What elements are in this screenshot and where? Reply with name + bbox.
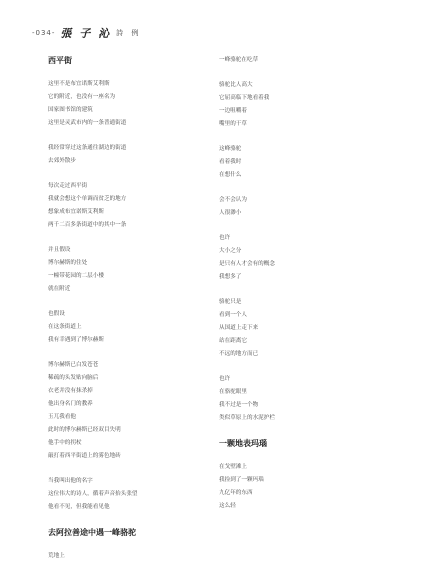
poem-line: 站在距离它 bbox=[219, 338, 247, 344]
stanza bbox=[219, 461, 389, 513]
stanza bbox=[48, 142, 218, 168]
poem-line: 会不会认为 bbox=[219, 197, 247, 203]
poem-line: 当我叫出他的名字 bbox=[48, 478, 93, 484]
page-header bbox=[32, 26, 141, 40]
author-name: 張 子 沁 bbox=[60, 27, 112, 40]
stanza bbox=[219, 54, 389, 67]
poem-title: 西平街 bbox=[48, 55, 72, 65]
poem-line: 九亿年的东西 bbox=[219, 490, 253, 496]
stanza bbox=[219, 296, 389, 361]
poem-line: 就在附近 bbox=[48, 286, 71, 292]
poem-line: 骆驼只是 bbox=[219, 299, 242, 305]
poem-line: 我捡到了一颗玛瑙 bbox=[219, 477, 264, 483]
poem-line: 我不过是一个物 bbox=[219, 402, 259, 408]
poem-line: 大小之分 bbox=[219, 248, 242, 254]
poem-line: 类似草原上的水泥护栏 bbox=[219, 415, 275, 421]
poem-line: 人很渺小 bbox=[219, 210, 242, 216]
poem-line: 此时的博尔赫斯已经双目失明 bbox=[48, 427, 121, 433]
poem-line: 它的附近，也没有一座名为 bbox=[48, 94, 116, 100]
stanza bbox=[219, 373, 389, 425]
stanza bbox=[48, 359, 218, 463]
stanza bbox=[48, 475, 218, 514]
poem-line: 两千二百多条街道中的其中一条 bbox=[48, 222, 127, 228]
poem-line: 这里不是布宜诺斯艾利斯 bbox=[48, 81, 110, 87]
poem-line: 敲打着西平街道上的雾色地砖 bbox=[48, 453, 121, 459]
poem-line: 我想多了 bbox=[219, 274, 242, 280]
stanza bbox=[219, 232, 389, 284]
poem-line: 衣老并没有抹杀掉 bbox=[48, 388, 93, 394]
stanza bbox=[48, 308, 218, 347]
poem-line: 这位伟大的诗人，循着声音抬头张望 bbox=[48, 491, 138, 497]
page-number: -034- bbox=[32, 29, 56, 37]
poem-line: 博尔赫斯的住处 bbox=[48, 260, 88, 266]
poem-line: 我有幸遇到了博尔赫斯 bbox=[48, 337, 104, 343]
poem-line: 每次走过西平街 bbox=[48, 183, 88, 189]
poem-title-2: 去阿拉善途中遇一峰骆驼 bbox=[48, 527, 136, 537]
book-title: 詩 例 bbox=[116, 29, 142, 37]
poem-line: 看着我时 bbox=[219, 159, 242, 165]
poem-line: 我经常穿过这条通往湖边的街道 bbox=[48, 145, 127, 151]
poem-line: 在这条街道上 bbox=[48, 324, 82, 330]
right-column bbox=[219, 54, 389, 525]
stanza bbox=[48, 550, 218, 563]
stanza bbox=[219, 194, 389, 220]
poem-line: 想象成布宜诺斯艾利斯 bbox=[48, 209, 104, 215]
poem-line: 嘴里的干草 bbox=[219, 121, 247, 127]
poem-line: 荒地上 bbox=[48, 553, 65, 559]
poem-line: 也许 bbox=[219, 235, 231, 241]
poem-line: 这峰骆驼 bbox=[219, 146, 242, 152]
poem-line: 他出身名门的教养 bbox=[48, 401, 93, 407]
poem-line: 一幢带花园的二层小楼 bbox=[48, 273, 104, 279]
poem-line: 在骆驼眼里 bbox=[219, 389, 247, 395]
poem-line: 不远的地方而已 bbox=[219, 351, 259, 357]
poem-line: 它屈高临下地看着我 bbox=[219, 95, 270, 101]
poem-line: 在想什么 bbox=[219, 172, 242, 178]
poem-line: 玉兀我看他 bbox=[48, 414, 76, 420]
poem-line: 在戈壁滩上 bbox=[219, 464, 247, 470]
poem-line: 看到一个人 bbox=[219, 312, 247, 318]
poem-line: 博尔赫斯已白发苍苍 bbox=[48, 362, 99, 368]
poem-line: 去郊外散步 bbox=[48, 158, 76, 164]
poem-line: 这么轻 bbox=[219, 503, 236, 509]
poem-title-right: 一颗地表玛瑙 bbox=[219, 438, 267, 448]
poem-line: 骆驼比人高大 bbox=[219, 82, 253, 88]
poem-line: 一边咀嚼着 bbox=[219, 108, 247, 114]
poem-line: 从国道上走下来 bbox=[219, 325, 259, 331]
poem-line: 一峰骆驼在吃草 bbox=[219, 57, 259, 63]
poem-line: 稀疏的头发贴向脑后 bbox=[48, 375, 99, 381]
poem-line: 也许 bbox=[219, 376, 231, 382]
left-column bbox=[48, 54, 218, 575]
poem-line: 也假设 bbox=[48, 311, 65, 317]
poem-line: 并且假设 bbox=[48, 247, 71, 253]
stanza bbox=[219, 79, 389, 131]
poem-line: 这里是灵武市内的一条普通街道 bbox=[48, 120, 127, 126]
stanza bbox=[48, 180, 218, 232]
stanza bbox=[48, 78, 218, 130]
poem-line: 国家图书馆的建筑 bbox=[48, 107, 93, 113]
poem-line: 他看不见，但我能看见他 bbox=[48, 504, 110, 510]
poem-line: 我就会想这个单调而贫乏的地方 bbox=[48, 196, 127, 202]
stanza bbox=[48, 244, 218, 296]
stanza bbox=[219, 143, 389, 182]
poem-line: 是只有人才会有的概念 bbox=[219, 261, 275, 267]
poem-line: 他手中的拐杖 bbox=[48, 440, 82, 446]
